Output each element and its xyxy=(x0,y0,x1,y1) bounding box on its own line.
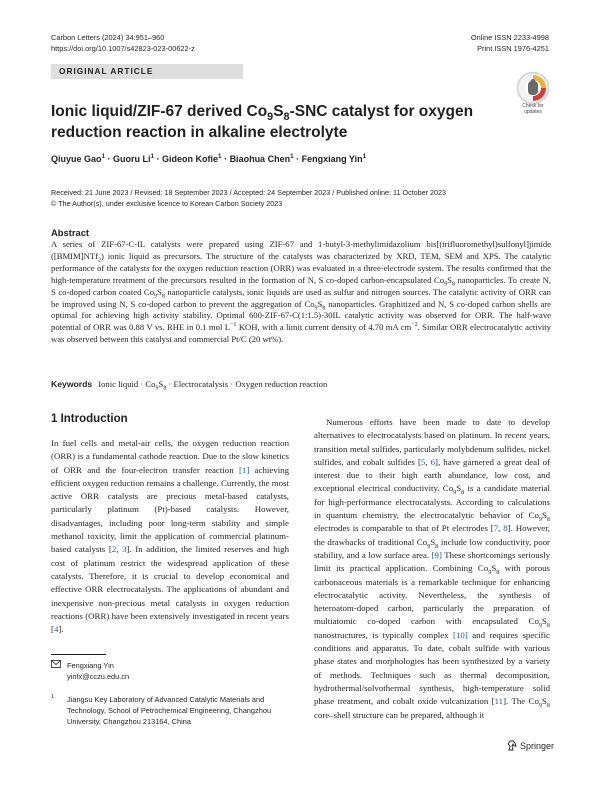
print-issn: Print ISSN 1976-4251 xyxy=(477,44,549,53)
corresponding-author xyxy=(51,660,129,682)
section-heading-introduction: 1 Introduction xyxy=(51,413,128,425)
journal-header xyxy=(51,32,195,54)
publisher-name: Springer xyxy=(520,741,555,751)
abstract-text: A series of ZIF-67-C-IL catalysts were prepared using ZIF-67 and 1-butyl-3-methylimidazolium bis[(trifluoromethyl)sulfonyl]jimide ([BMIM]NTf$_2$) ionic liquid as precursors. The structure of the catalysts was characterized by XRD, TEM, SEM and XPS. The catalytic performance of the catalysts for the oxygen reduction reaction (ORR) was evaluated in a three-electrode system. The results confirmed that the high-temperature treatment of the precursors resulted in the formation of N, S co-doped carbon-encapsulated $Co_9S_8$ nanoparticles. To create N, S co-doped carbon coated $Co_9S_8$ nanoparticle catalysts, ionic liquids are used as sulfur and nitrogen sources. The catalytic activity of ORR can be improved using N, S co-doped carbon to prevent the aggregation of $Co_9S_8$ nanoparticles. Graphitized and N, S co-doped carbon shells are optimal for achieving high activity stability. Optimal 600-ZIF-67-C(1:1.5)-30IL catalytic activity was observed for ORR. The half-wave potential of ORR was 0.88 V vs. RHE in 0.1 mol $L^{-1}$ KOH, with a limit current density of 4.70 mA $cm^{-2}$. Similar ORR electrocatalytic activity was observed between this catalyst and commercial Pt/C (20 wt%). xyxy=(51,239,552,345)
citation-link[interactable]: [1] xyxy=(238,464,250,475)
citation-link[interactable]: 7 xyxy=(493,523,499,534)
abstract-heading: Abstract xyxy=(51,227,90,238)
citation-link[interactable]: 11 xyxy=(494,696,504,707)
citation-link[interactable]: 2 xyxy=(111,544,117,555)
citation-link[interactable]: 5 xyxy=(420,456,426,467)
publication-dates xyxy=(51,187,446,209)
affiliation-number: 1 xyxy=(51,694,55,700)
journal-citation: Carbon Letters (2024) 34:951–960 xyxy=(51,33,165,42)
keywords-label: Keywords xyxy=(51,379,93,389)
crossmark-icon[interactable] xyxy=(516,71,550,105)
history-dates: Received: 21 June 2023 / Revised: 18 September 2023 / Accepted: 24 September 2023 / Published online: 11 October 2023 xyxy=(51,188,447,197)
article-type-banner: ORIGINAL ARTICLE xyxy=(51,64,243,79)
check-for-updates-label[interactable]: Check for updates xyxy=(522,103,544,115)
citation-link[interactable]: 8 xyxy=(503,523,508,534)
issn-header xyxy=(471,32,549,54)
affiliation xyxy=(51,694,292,727)
author-name[interactable]: Qiuyue Gao xyxy=(51,154,102,164)
affiliation-text: Jiangsu Key Laboratory of Advanced Catalytic Materials and Technology, School of Petrochemical Engineering, Changzhou University, Changzhou 213164, China xyxy=(67,695,272,726)
author-name[interactable]: Gideon Kofie xyxy=(162,154,219,164)
author-name[interactable]: Biaohua Chen xyxy=(229,154,291,164)
online-issn: Online ISSN 2233-4998 xyxy=(470,33,549,42)
author-name[interactable]: Fengxiang Yin xyxy=(301,154,363,164)
corresponding-author-name: Fengxiang Yin xyxy=(67,661,114,670)
citation-link[interactable]: [9] xyxy=(431,549,442,560)
body-column-left: In fuel cells and metal-air cells, the oxygen reduction reaction (ORR) is a fundamental cathode reaction. Due to the slow kinetics of ORR and the four-electron transfer reaction [1] achieving efficient oxygen reduction remains a challenge. Currently, the most active ORR catalysts are precious metal-based catalysts, particularly platinum (Pt)-based catalysts. However, disadvantages, including poor long-term stability and simple methanol toxicity, limit the application of commercial platinum-based catalysts [2, 3]. In addition, the limited reserves and high cost of platinum restrict the widespread application of these catalysts. Therefore, it is crucial to develop economical and effective ORR electrocatalysts. The applications of abundant and inexpensive non-precious metal catalysts in oxygen reduction reactions (ORR) have been extensively investigated in recent years [4]. xyxy=(51,438,289,635)
footnote-divider xyxy=(51,654,106,655)
citation-link[interactable]: [10] xyxy=(453,629,468,640)
author-name[interactable]: Guoru Li xyxy=(113,154,151,164)
publisher-logo xyxy=(507,740,554,751)
envelope-icon xyxy=(51,660,61,668)
author-list: Qiuyue Gao$^1$ · Guoru $Li^1$ · Gideon Kofie$^1$ · Biaohua Chen$^1$ · Fengxiang Yin$^1$ xyxy=(51,153,367,164)
keywords: Keywords Ionic liquid · $Co_9S_8$ · Electrocatalysis · Oxygen reduction reaction xyxy=(51,379,328,392)
doi-link[interactable]: https://doi.org/10.1007/s42823-023-00622-z xyxy=(51,44,195,53)
citation-link[interactable]: 6 xyxy=(430,456,436,467)
citation-link[interactable]: 4 xyxy=(53,624,59,635)
corresponding-author-email[interactable]: yinfx@cczu.edu.cn xyxy=(67,672,130,681)
body-column-right: Numerous efforts have been made to date to develop alternatives to electrocatalysts based on platinum. In recent years, transition metal sulfides, particularly molybdenum sulfides, nickel sulfides, and cobalt sulfides [5, 6], have garnered a great deal of interest due to their high earth abundance, low cost, and exceptional electrical conductivity. $Co_9S_8$ is a candidate material for high-performance electrocatalysts. According to calculations in quantum chemistry, the electrocatalytic behavior of $Co_9S_8$ electrodes is comparable to that of Pt electrodes [7, 8]. However, the drawbacks of traditional $Co_9S_8$ include low conductivity, poor stability, and a low surface area. [9] These shortcomings seriously limit its practical application. Combining $Co_9S_8$ with porous carbonaceous materials is a remarkable technique for enhancing electrocatalytic activity. Nevertheless, the synthesis of heteroatom-doped carbon, particularly the preparation of multiatomic co-doped carbon with encapsulated $Co_9S_8$ nanostructures, is typically complex [10] and requires specific conditions and apparatus. To date, cobalt sulfide with various phase states and morphologies has been synthesized by a variety of methods. Techniques such as thermal decomposition, hydrothermal/solvothermal synthesis, high-temperature solid phase treatment, and cobalt oxide vulcanization [11]. The $Co_9S_8$ core–shell structure can be prepared, although it xyxy=(314,417,551,720)
springer-horse-icon xyxy=(507,740,517,751)
paper-title: Ionic liquid/ZIF-67 derived $Co_9S_8$-SNC catalyst for oxygen reduction reaction in alkaline electrolyte xyxy=(51,103,474,141)
citation-link[interactable]: 3 xyxy=(122,544,127,555)
copyright-line: © The Author(s), under exclusive licence to Korean Carbon Society 2023 xyxy=(51,199,283,208)
